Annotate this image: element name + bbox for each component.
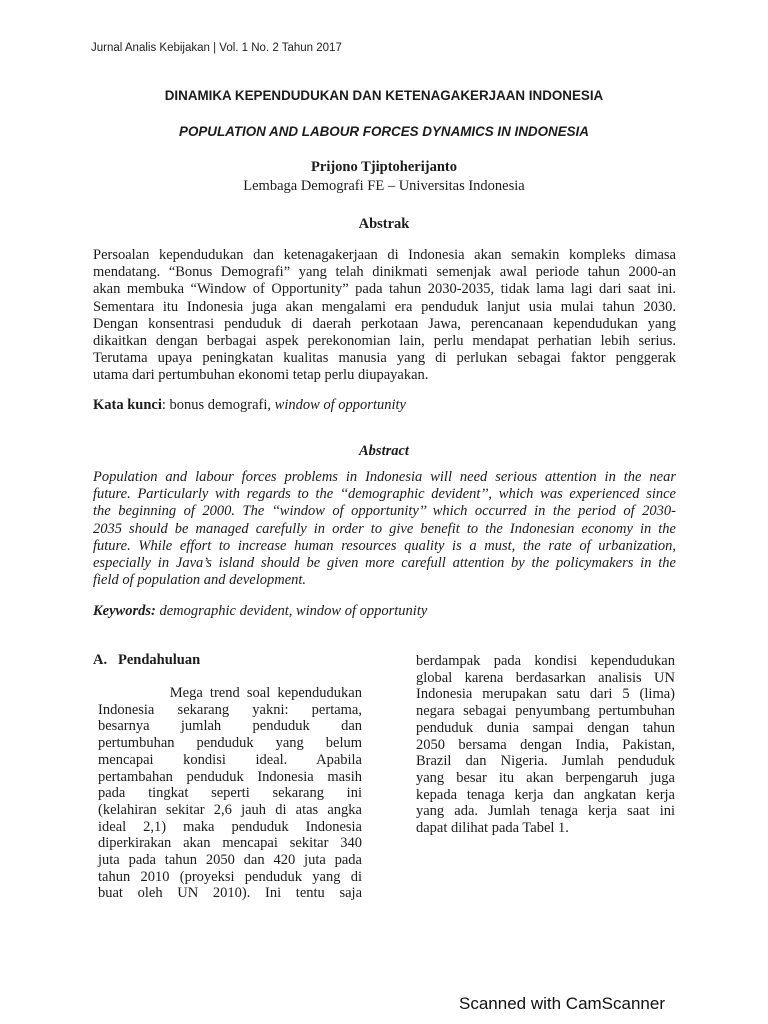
abstract-heading: Abstract: [359, 443, 409, 459]
kata-kunci-label: Kata kunci: [93, 397, 162, 413]
abstrak-line: dikaitkan dengan berbagai aspek perekonomian lain, perlu mendapat perhatian lebih serius.: [93, 333, 676, 350]
keywords-label: Keywords:: [93, 603, 156, 619]
abstrak-line: utama dari pertumbuhan ekonomi tetap perlu diupayakan.: [93, 367, 429, 384]
column-right: [416, 653, 675, 837]
body-line: tahun 2010 (proyeksi penduduk yang di: [98, 868, 362, 885]
abstrak-line: Persoalan kependudukan dan ketenagakerjaan di Indonesia akan semakin kompleks dimasa: [93, 247, 676, 263]
body-line: buat oleh UN 2010). Ini tentu saja: [98, 885, 362, 902]
abstract-line: especially in Java’s island should be given more carefull attention by the policymakers in the: [93, 555, 676, 572]
author-name: Prijono Tjiptoherijanto: [311, 159, 457, 175]
section-heading: A. Pendahuluan: [93, 652, 201, 668]
abstrak-line: Sementara itu Indonesia juga akan mengalami era penduduk lanjut usia mulai tahun 2030.: [93, 298, 676, 315]
abstract-line: future. Particularly with regards to the ‘‘demographic devident’’, which was experienced since: [93, 486, 676, 503]
abstract-body: [93, 469, 676, 589]
body-line: Indonesia merupakan satu dari 5 (lima): [416, 686, 675, 703]
body-line: juta pada tahun 2050 dan 420 juta pada: [98, 852, 362, 869]
abstract-line: Population and labour forces problems in Indonesia will need serious attention in the near: [93, 469, 676, 485]
kata-kunci: [93, 397, 406, 414]
body-line: 2050 bersama dengan India, Pakistan,: [416, 736, 675, 753]
abstract-line: 2035 should be managed carefully in order to give benefit to the Indonesian economy in the: [93, 520, 676, 537]
body-line: Indonesia sekarang yakni: pertama,: [98, 701, 362, 718]
body-line: pertambahan penduduk Indonesia masih: [98, 768, 362, 785]
keywords-text: demographic devident, window of opportunity: [155, 603, 428, 619]
body-line: Mega trend soal kependudukan: [98, 685, 362, 701]
abstrak-line: Dengan konsentrasi penduduk di daerah perkotaan Jawa, perencanaan kependudukan yang: [93, 315, 676, 332]
body-line: global karena berdasarkan analisis UN: [416, 669, 675, 686]
journal-header: Jurnal Analis Kebijakan | Vol. 1 No. 2 Tahun 2017: [91, 42, 342, 54]
column-left: [98, 685, 362, 902]
body-line: ideal 2,1) maka penduduk Indonesia: [98, 818, 362, 835]
kata-kunci-text: : bonus demografi,: [161, 397, 275, 413]
body-line: yang besar itu akan berpengaruh juga: [416, 769, 675, 786]
body-line: besarnya jumlah penduduk dan: [98, 718, 362, 735]
body-line: mencapai kondisi ideal. Apabila: [98, 751, 362, 768]
abstrak-body: [93, 247, 676, 385]
kata-kunci-italic: window of opportunity: [274, 397, 406, 413]
abstract-line: the beginning of 2000. The ‘‘window of opportunity’’ which occurred in the period of 2030-: [93, 503, 676, 520]
body-line: penduduk dunia sampai dengan tahun: [416, 719, 675, 736]
abstrak-line: akan membuka “Window of Opportunity” pada tahun 2030-2035, tidak lama lagi dari saat ini.: [93, 281, 676, 298]
body-line: berdampak pada kondisi kependudukan: [416, 653, 675, 669]
body-line: yang ada. Jumlah tenaga kerja saat ini: [416, 803, 675, 820]
keywords: [93, 603, 427, 620]
title-english: POPULATION AND LABOUR FORCES DYNAMICS IN INDONESIA: [179, 124, 589, 139]
body-line: dapat dilihat pada Tabel 1.: [416, 820, 569, 837]
body-line: (kelahiran sekitar 2,6 jauh di atas angka: [98, 801, 362, 818]
body-line: pertumbuhan penduduk yang belum: [98, 735, 362, 752]
body-line: Brazil dan Nigeria. Jumlah penduduk: [416, 753, 675, 770]
body-line: diperkirakan akan mencapai sekitar 340: [98, 835, 362, 852]
abstrak-heading: Abstrak: [358, 216, 410, 232]
abstract-line: field of population and development.: [93, 572, 307, 589]
body-line: kepada tenaga kerja dan angkatan kerja: [416, 786, 675, 803]
title-indonesian: DINAMIKA KEPENDUDUKAN DAN KETENAGAKERJAAN INDONESIA: [164, 88, 604, 103]
body-line: negara sebagai penyumbang pertumbuhan: [416, 703, 675, 720]
abstrak-line: mendatang. “Bonus Demografi” yang telah dinikmati semenjak awal periode tahun 2000-an: [93, 264, 676, 281]
abstrak-line: Terutama upaya peningkatan kualitas manusia yang di perlukan sebagai faktor penggerak: [93, 350, 676, 367]
body-line: pada tingkat seperti sekarang ini: [98, 785, 362, 802]
camscanner-watermark: Scanned with CamScanner: [459, 994, 666, 1013]
abstract-line: future. While effort to increase human resources quality is a must, the rate of urbanization,: [93, 537, 676, 554]
author-affiliation: Lembaga Demografi FE – Universitas Indonesia: [243, 178, 525, 194]
